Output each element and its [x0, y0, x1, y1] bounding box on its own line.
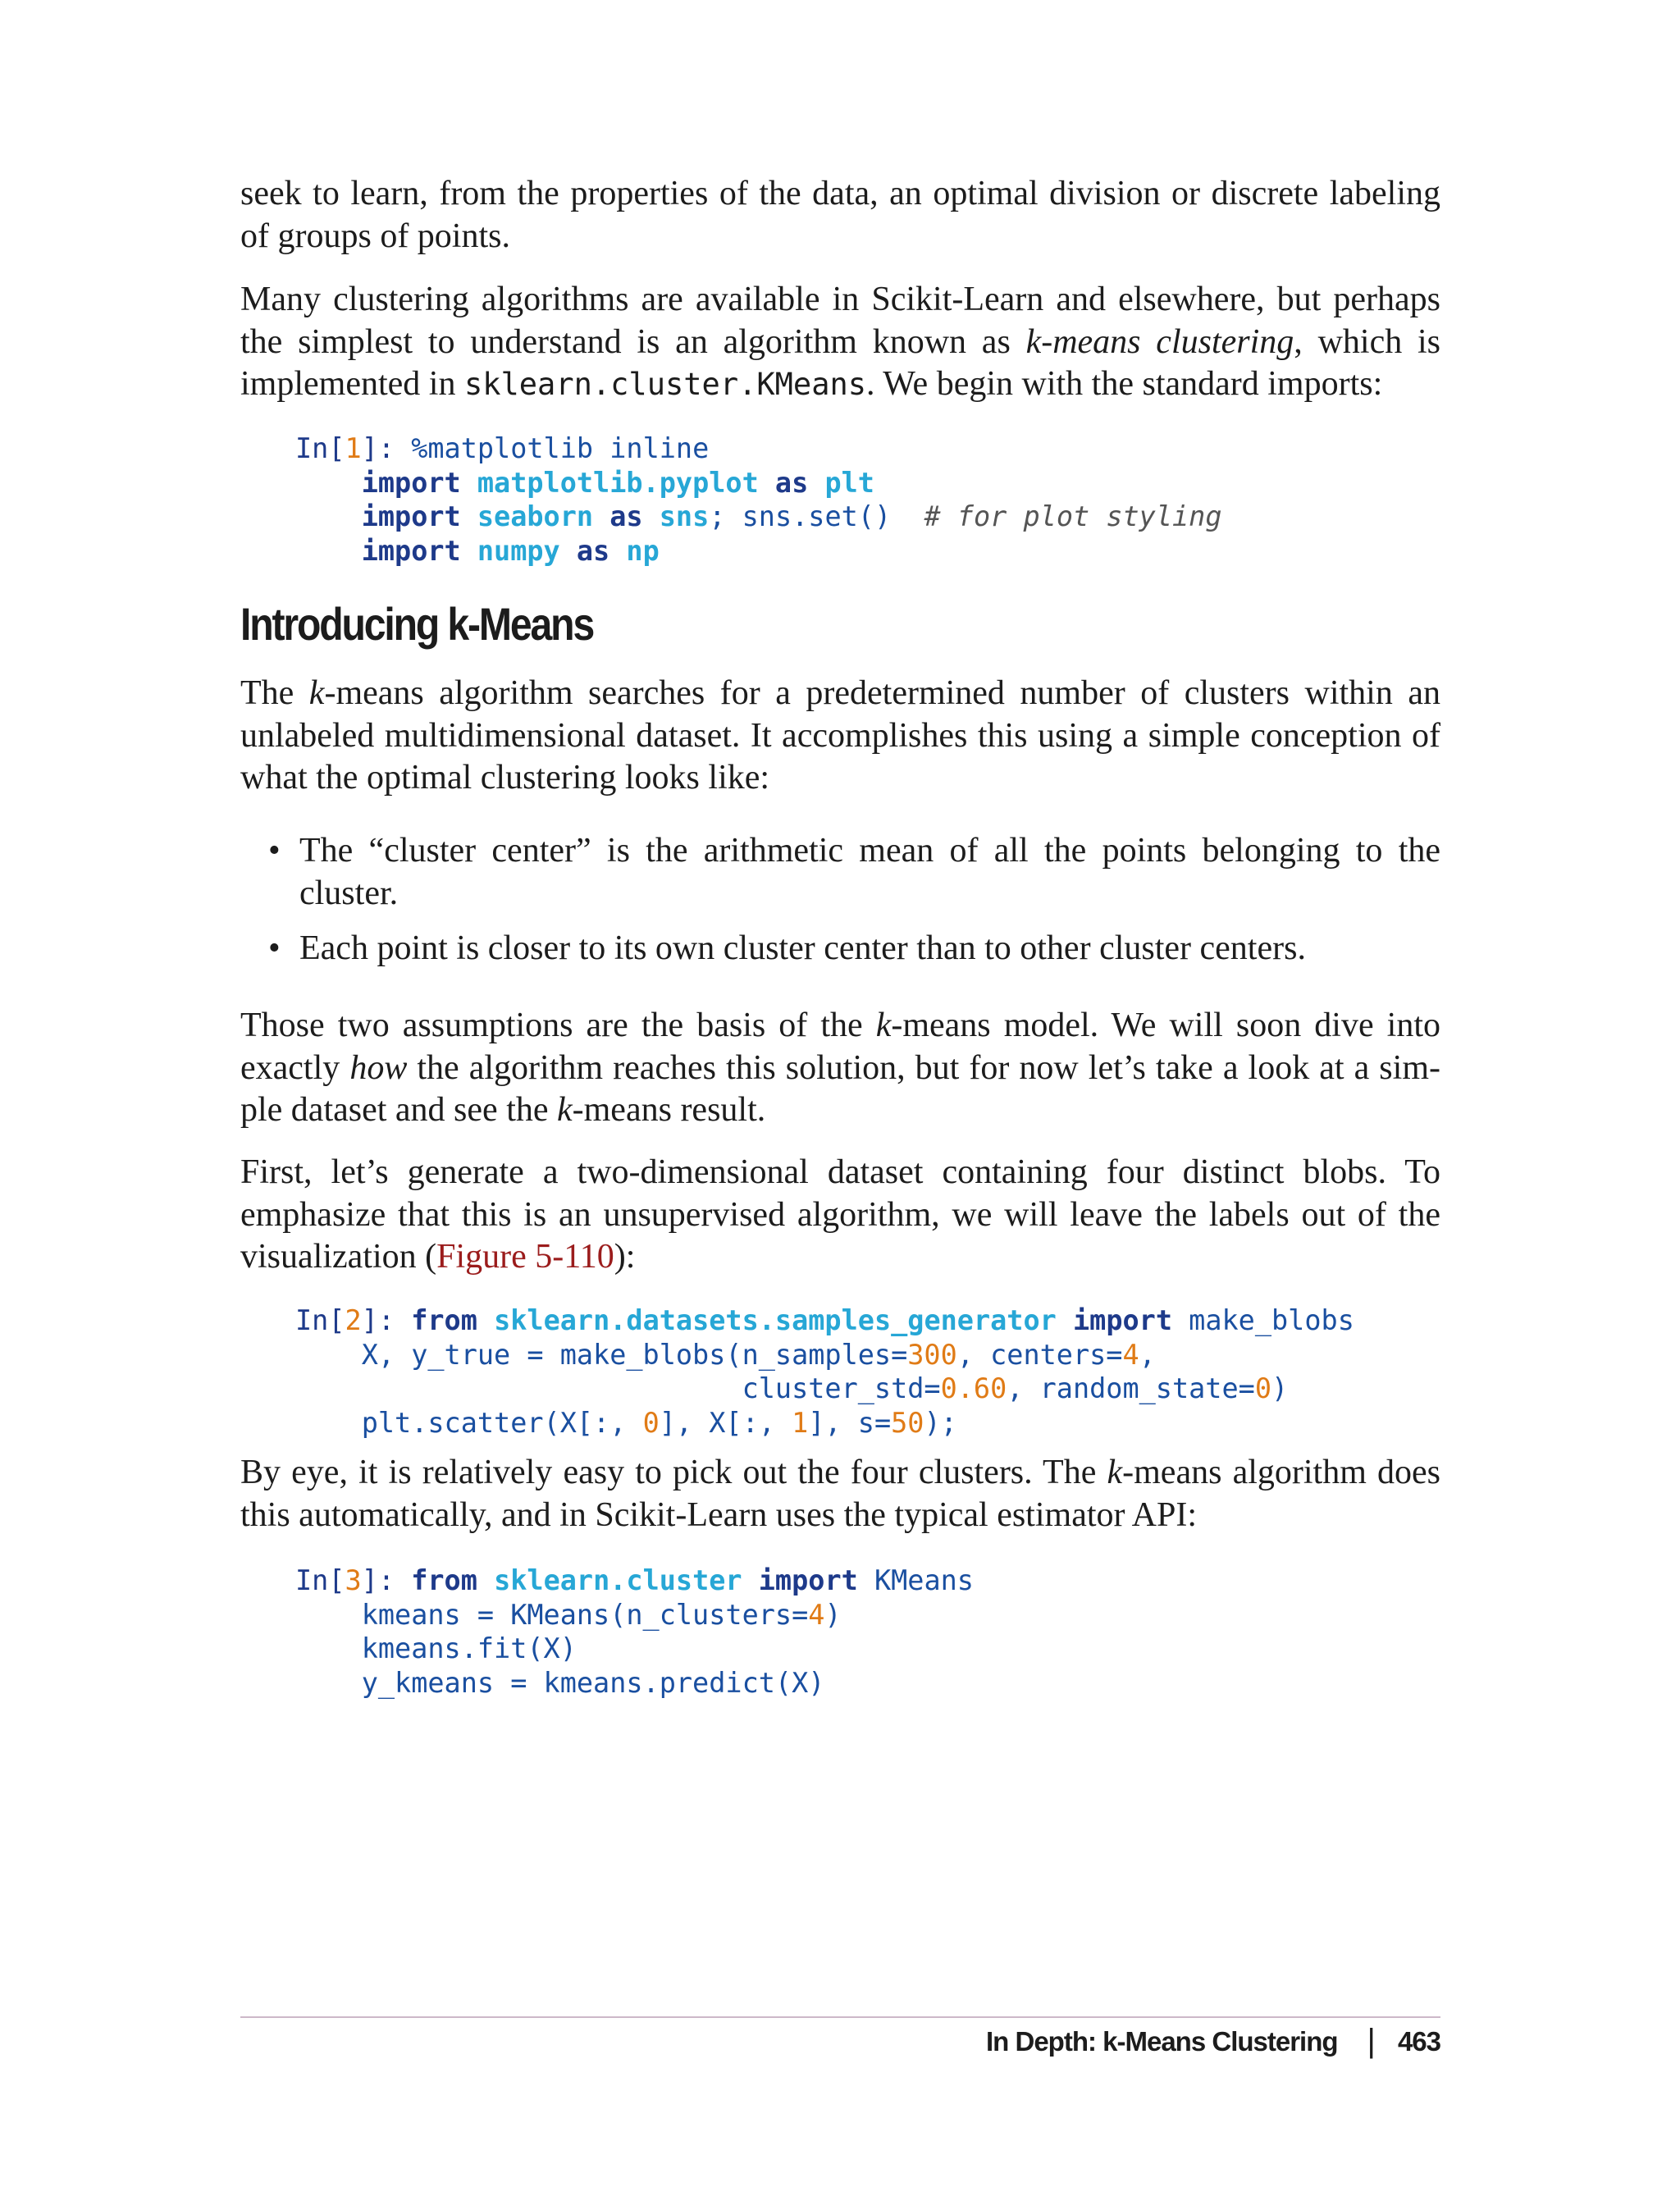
bullet-icon: • [268, 929, 281, 967]
paragraph-generate-dataset: First, let’s generate a two-dimensional dataset containing four distinct blobs. To emphasize that this is an unsupervised algorithm, we will leave the labels out of the visualization (Figure 5-110): [240, 1153, 1440, 1276]
code-block-imports: In[1]: %matplotlib inline import matplotlib.pyplot as plt import seaborn as sns; sns.set() # for plot styling import numpy as np [295, 432, 1222, 567]
footer-separator: | [1367, 2023, 1375, 2059]
section-heading: Introducing k-Means [240, 598, 594, 650]
paragraph-assumptions: Those two assumptions are the basis of the k-means model. We will soon dive into exactly how the algorithm reaches this solution, but for now let’s take a look at a simple dataset and see the k-means result. [240, 1007, 1440, 1129]
assumptions-list [240, 830, 1440, 970]
code-block-make-blobs: In[2]: from sklearn.datasets.samples_generator import make_blobs X, y_true = make_blobs(n_samples=300, centers=4, cluster_std=0.60, random_state=0) plt.scatter(X[:, 0], X[:, 1], s=50); [295, 1304, 1354, 1439]
list-item: • The “cluster center” is the arithmetic mean of all the points belonging to the cluster. [268, 832, 1440, 912]
term-kmeans-clustering: k-means clustering [1025, 322, 1294, 361]
inline-code-kmeans-class: sklearn.cluster.KMeans [463, 367, 867, 402]
bullet-icon: • [268, 832, 281, 870]
figure-reference-link[interactable]: Figure 5-110 [436, 1238, 614, 1276]
paragraph-kmeans-definition: The k-means algorithm searches for a predetermined number of clusters within an unlabeled multidimensional dataset. It accomplishes this using a simple conception of what the optimal clustering looks like: [240, 674, 1440, 797]
paragraph-clustering-algorithms: Many clustering algorithms are available in Scikit-Learn and elsewhere, but perhaps the simplest to understand is an algorithm known as k-means clustering, which is implemented in sklearn.cluster.KMeans. We begin with the standard imports: [240, 281, 1441, 403]
list-item: • Each point is closer to its own cluster center than to other cluster centers. [240, 928, 1440, 970]
footer-section-title: In Depth: k-Means Clustering [986, 2025, 1338, 2057]
paragraph-estimator-api: By eye, it is relatively easy to pick out the four clusters. The k-means algorithm does this automatically, and in Scikit-Learn uses the typical estimator API: [240, 1454, 1440, 1534]
running-footer [986, 2023, 1440, 2060]
page-number: 463 [1397, 2025, 1440, 2057]
paragraph-intro-continued: seek to learn, from the properties of the data, an optimal division or discrete labeling of groups of points. [240, 175, 1440, 255]
code-block-kmeans-fit: In[3]: from sklearn.cluster import KMeans kmeans = KMeans(n_clusters=4) kmeans.fit(X) y_kmeans = kmeans.predict(X) [295, 1564, 974, 1699]
footer-divider [240, 2016, 1440, 2018]
